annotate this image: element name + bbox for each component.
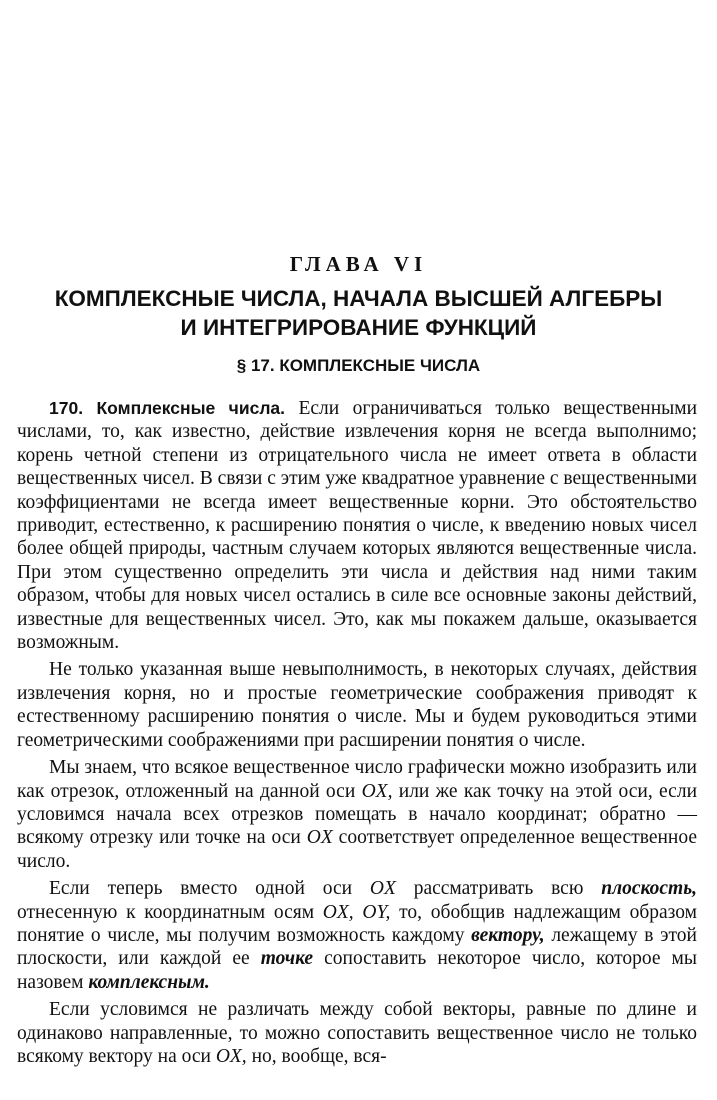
body-text bbox=[17, 397, 697, 1072]
paragraph-1 bbox=[17, 397, 697, 654]
section-title: § 17. КОМПЛЕКСНЫЕ ЧИСЛА bbox=[236, 356, 481, 375]
math-ox: OX bbox=[369, 878, 396, 900]
paragraph-3 bbox=[17, 756, 697, 873]
paragraph-4-text-2: рассматривать всю bbox=[395, 878, 602, 900]
item-number: 170. bbox=[49, 398, 84, 418]
math-ox-oy: OX, OY, bbox=[322, 901, 391, 923]
chapter-label: ГЛАВА VI bbox=[289, 252, 428, 276]
emphasis-plane: плоскость, bbox=[601, 878, 697, 900]
item-title: Комплексные числа. bbox=[96, 398, 286, 418]
emphasis-point: точке bbox=[260, 948, 314, 970]
paragraph-5-text-1: Если условимся не различать между собой векторы, равные по длине и одинаково направленные, то можно сопоставить вещественное число не только всякому вектору на оси bbox=[17, 999, 697, 1067]
paragraph-4-text-5: лежащему в этой плоскости, или каждой ее bbox=[17, 924, 697, 970]
paragraph-4-text-6: сопоставить некоторое число, которое мы назовем bbox=[17, 948, 697, 993]
emphasis-complex: комплексным. bbox=[88, 971, 210, 993]
paragraph-3-text-2: или же как точку на этой оси, если условимся начала всех отрезков помещать в начало координат; обратно — всякому отрезку или точке на оси bbox=[17, 780, 698, 849]
chapter-title-line-2: И ИНТЕГРИРОВАНИЕ ФУНКЦИЙ bbox=[180, 315, 537, 340]
paragraph-2-text: Не только указанная выше невыполнимость, в некоторых случаях, действия извлечения корня, но и простые геометрические соображения приводят к естественному расширению понятия о числе. Мы и будем руководиться этими геометрическими соображениями при расширении понятия о числе. bbox=[17, 659, 697, 751]
chapter-title-line-1: КОМПЛЕКСНЫЕ ЧИСЛА, НАЧАЛА ВЫСШЕЙ АЛГЕБРЫ bbox=[54, 286, 663, 311]
math-ox: OX, bbox=[215, 1045, 247, 1067]
paragraph-3-text-3: соответствует определенное вещественное число. bbox=[17, 827, 697, 872]
math-ox: OX, bbox=[361, 780, 393, 802]
chapter-title bbox=[20, 284, 697, 342]
emphasis-vector: вектору, bbox=[471, 924, 545, 946]
math-ox: OX bbox=[306, 827, 333, 849]
paragraph-4-text-3: отнесенную к координатным осям bbox=[17, 901, 323, 923]
paragraph-4-text-1: Если теперь вместо одной оси bbox=[49, 878, 370, 900]
paragraph-4 bbox=[17, 877, 697, 994]
paragraph-5 bbox=[17, 998, 697, 1068]
paragraph-1-text: Если ограничиваться только вещественными числами, то, как известно, действие извлечения корня не всегда выполнимо; корень четной степени из отрицательного числа не имеет ответа в области вещественных чисел. В связи с этим уже квадратное уравнение с вещественными коэффициентами не всегда имеет вещественные корни. Это обстоятельство приводит, естественно, к расширению понятия о числе, к введению новых чисел более общей природы, частным случаем которых являются вещественные числа. При этом существенно определить эти числа и действия над ними таким образом, чтобы для новых чисел остались в силе все основные законы действий, известные для вещественных чисел. Это, как мы покажем дальше, оказывается возможным. bbox=[17, 398, 698, 654]
paragraph-2 bbox=[17, 658, 697, 752]
paragraph-3-text-1: Мы знаем, что всякое вещественное число графически можно изобразить или как отрезок, отложенный на данной оси bbox=[17, 757, 697, 802]
paragraph-5-text-2: но, вообще, вся- bbox=[246, 1045, 387, 1067]
paragraph-4-text-4: то, обобщив надлежащим образом понятие о числе, мы получим возможность каждому bbox=[17, 901, 697, 946]
